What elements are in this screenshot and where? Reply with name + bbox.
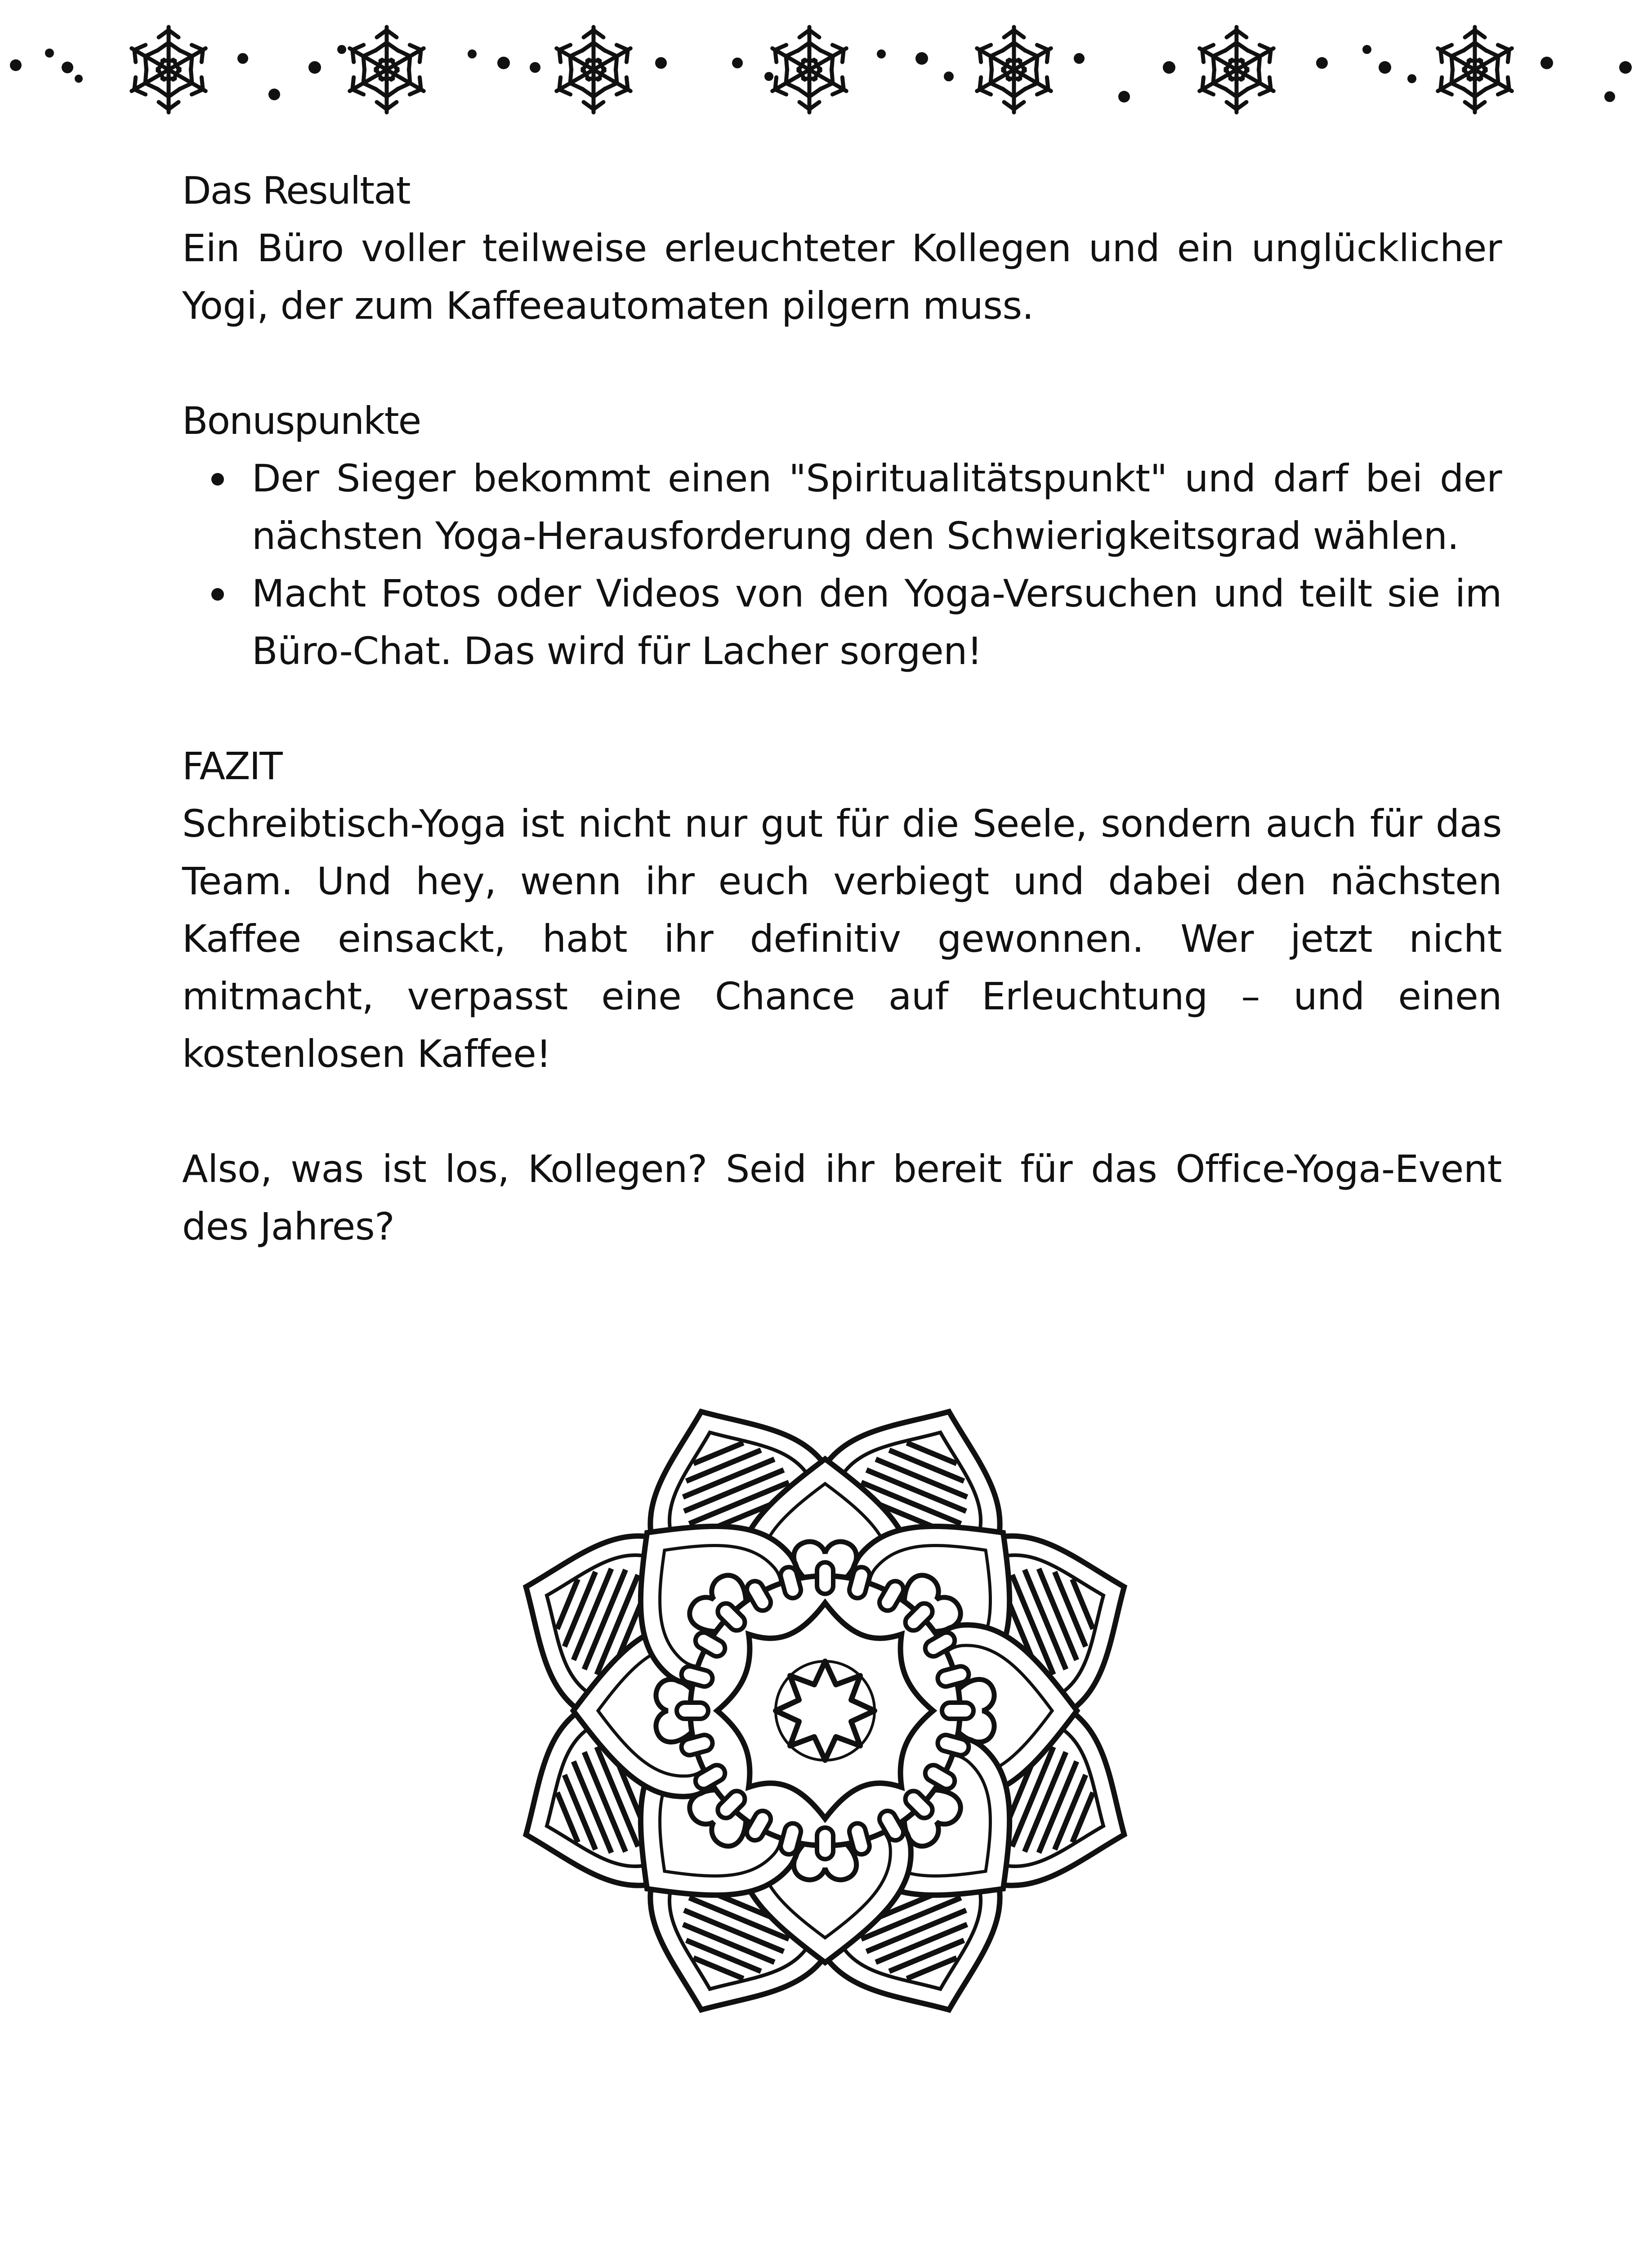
paragraph-conclusion: Schreibtisch-Yoga ist nicht nur gut für die Seele, sondern auch für das Team. Und hey, wenn ihr euch verbiegt und dabei den nächsten Kaffee einsackt, habt ihr definitiv gewonnen. Wer jetzt nicht mitmacht, verpasst eine Chance auf Erleuchtung – und einen kostenlosen Kaffee! [182, 802, 1502, 1076]
paragraph-result: Ein Büro voller teilweise erleuchteter Kollegen und ein unglücklicher Yogi, der zum Kaffeeautomaten pilgern muss. [182, 226, 1502, 328]
list-item [252, 450, 1502, 565]
section-bonus [182, 392, 1502, 680]
bonus-list [182, 450, 1502, 680]
mandala-icon [497, 1378, 1153, 2043]
article-body [182, 162, 1502, 1255]
heading-conclusion: FAZIT [182, 744, 282, 788]
paragraph-closing: Also, was ist los, Kollegen? Seid ihr bereit für das Office-Yoga-Event des Jahres? [182, 1147, 1502, 1249]
list-item-text: Der Sieger bekommt einen "Spiritualitätspunkt" und darf bei der nächsten Yoga-Herausforderung den Schwierigkeitsgrad wählen. [252, 456, 1502, 558]
bullet-icon [211, 588, 224, 601]
heading-result: Das Resultat [182, 169, 410, 213]
section-result [182, 162, 1502, 335]
list-item-text: Macht Fotos oder Videos von den Yoga-Versuchen und teilt sie im Büro-Chat. Das wird für Lacher sorgen! [252, 571, 1502, 673]
list-item [252, 565, 1502, 680]
section-conclusion [182, 737, 1502, 1255]
heading-bonus: Bonuspunkte [182, 399, 421, 443]
bullet-icon [211, 473, 224, 486]
snowflake-border-icon [0, 0, 1652, 135]
